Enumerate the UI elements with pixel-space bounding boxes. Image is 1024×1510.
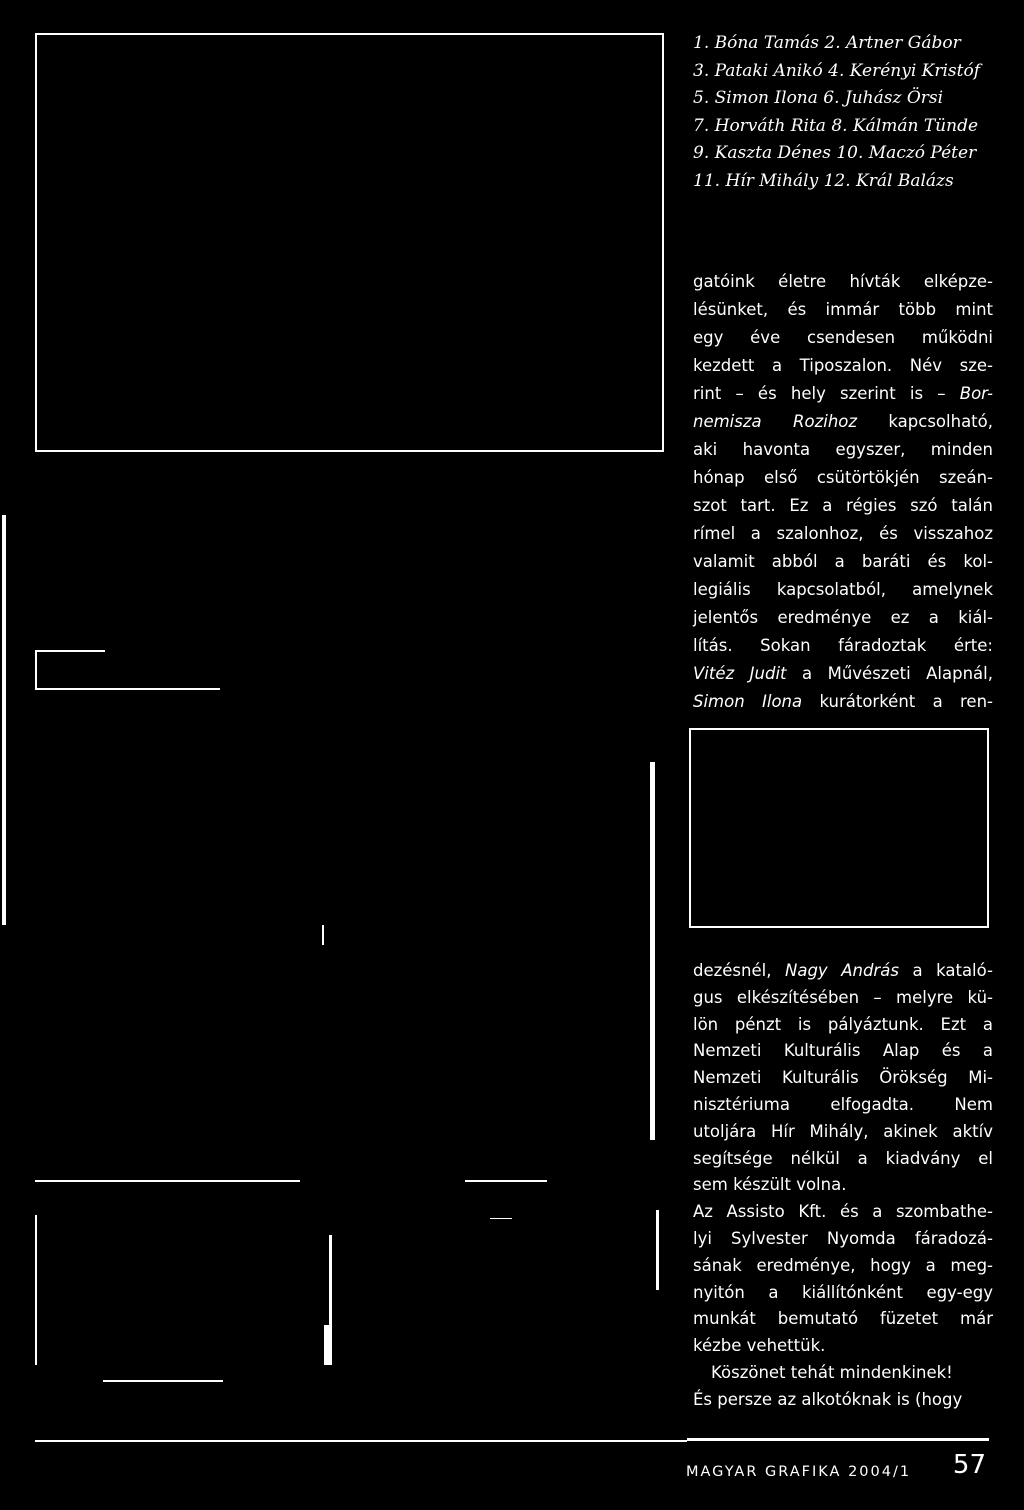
footer-rule-left: [35, 1440, 687, 1442]
text-line: Nemzeti Kulturális Örökség Mi-: [693, 1068, 993, 1088]
text-line: lyi Sylvester Nyomda fáradozá-: [693, 1228, 993, 1248]
text-line: valamit abból a baráti és kol-: [693, 552, 993, 571]
text-line: gus elkészítésében – melyre kü-: [693, 987, 993, 1007]
text-span: a Művészeti Alapnál,: [786, 664, 993, 683]
text-line: nyitón a kiállítónként egy-egy: [693, 1282, 993, 1302]
text-line: És persze az alkotóknak is (hogy: [693, 1389, 963, 1409]
text-line: [693, 408, 993, 436]
text-span: kurátorként a ren-: [802, 692, 993, 711]
text-line: Nemzeti Kulturális Alap és a: [693, 1041, 993, 1061]
small-bottom-rule: [35, 688, 220, 690]
text-line: sem készült volna.: [693, 1175, 847, 1195]
artwork-frame-top-left: [35, 33, 664, 452]
text-line: munkát bemutató füzetet már: [693, 1309, 993, 1329]
dotted-mark: [490, 1218, 512, 1219]
text-line: [693, 688, 993, 716]
text-line: gatóink életre hívták elképze-: [693, 272, 993, 291]
artist-credits-list: [693, 30, 1013, 195]
lower-mid-rule: [465, 1180, 547, 1182]
text-italic: nemisza Rozihoz: [693, 412, 858, 431]
text-line: hónap első csütörtökjén szeán-: [693, 468, 993, 487]
text-line: legiális kapcsolatból, amelynek: [693, 580, 993, 599]
lower-left-vertical: [35, 1215, 37, 1365]
text-line: lön pénzt is pályáztunk. Ezt a: [693, 1014, 993, 1034]
bottom-short-rule: [103, 1380, 223, 1382]
magazine-issue-label: MAGYAR GRAFIKA 2004/1: [686, 1464, 912, 1480]
text-line: kézbe vehettük.: [693, 1336, 826, 1356]
credits-line: 3. Pataki Anikó 4. Kerényi Kristóf: [693, 60, 980, 81]
credits-line: 9. Kaszta Dénes 10. Maczó Péter: [693, 143, 977, 163]
text-line: egy éve csendesen működni: [693, 328, 993, 347]
text-span: rint – és hely szerint is –: [693, 384, 960, 403]
text-span: kapcsolható,: [857, 412, 993, 431]
small-corner-rule-h: [35, 650, 105, 652]
article-text-column-2: [693, 958, 993, 1414]
text-span: a kataló-: [898, 961, 993, 980]
text-line: [693, 660, 993, 688]
lower-right-vertical: [656, 1210, 659, 1290]
left-edge-rule: [2, 515, 6, 925]
page-footer: [686, 1450, 986, 1490]
article-text-column-1: [693, 268, 993, 716]
short-dash-mark: [322, 925, 324, 945]
text-line: [693, 958, 993, 985]
lower-left-rule: [35, 1180, 300, 1182]
artwork-frame-right-small: [689, 728, 989, 928]
small-corner-rule-v: [35, 650, 37, 690]
credits-line: 7. Horváth Rita 8. Kálmán Tünde: [693, 115, 979, 136]
credits-line: 11. Hír Mihály 12. Král Balázs: [693, 170, 954, 191]
text-line: kezdett a Tiposzalon. Név sze-: [693, 356, 993, 375]
text-line: Köszönet tehát mindenkinek!: [711, 1362, 953, 1382]
text-line: sának eredménye, hogy a meg-: [693, 1255, 993, 1275]
text-line: szot tart. Ez a régies szó talán: [693, 496, 993, 515]
text-line: segítsége nélkül a kiadvány el: [693, 1148, 993, 1168]
text-line: utoljára Hír Mihály, akinek aktív: [693, 1121, 993, 1141]
text-line: lítás. Sokan fáradoztak érte:: [693, 636, 993, 655]
text-line: [693, 380, 993, 408]
footer-rule-right: [687, 1438, 989, 1441]
text-line: jelentős eredménye ez a kiál-: [693, 608, 993, 627]
text-line: nisztériuma elfogadta. Nem: [693, 1094, 993, 1114]
text-line: aki havonta egyszer, minden: [693, 440, 993, 459]
text-italic: Bor-: [959, 384, 993, 403]
text-italic: Nagy András: [785, 961, 899, 980]
lower-mid-block: [324, 1325, 332, 1365]
text-italic: Vitéz Judit: [693, 664, 787, 683]
text-line: rímel a szalonhoz, és visszahoz: [693, 524, 993, 543]
text-line: lésünket, és immár több mint: [693, 300, 993, 319]
text-italic: Simon Ilona: [693, 692, 803, 711]
credits-line: 5. Simon Ilona 6. Juhász Örsi: [693, 88, 944, 108]
page-number: 57: [952, 1450, 986, 1480]
credits-line: 1. Bóna Tamás 2. Artner Gábor: [693, 33, 961, 53]
text-line: Az Assisto Kft. és a szombathe-: [693, 1202, 993, 1222]
vertical-divider-rule: [650, 762, 655, 1140]
text-span: dezésnél,: [693, 961, 785, 980]
